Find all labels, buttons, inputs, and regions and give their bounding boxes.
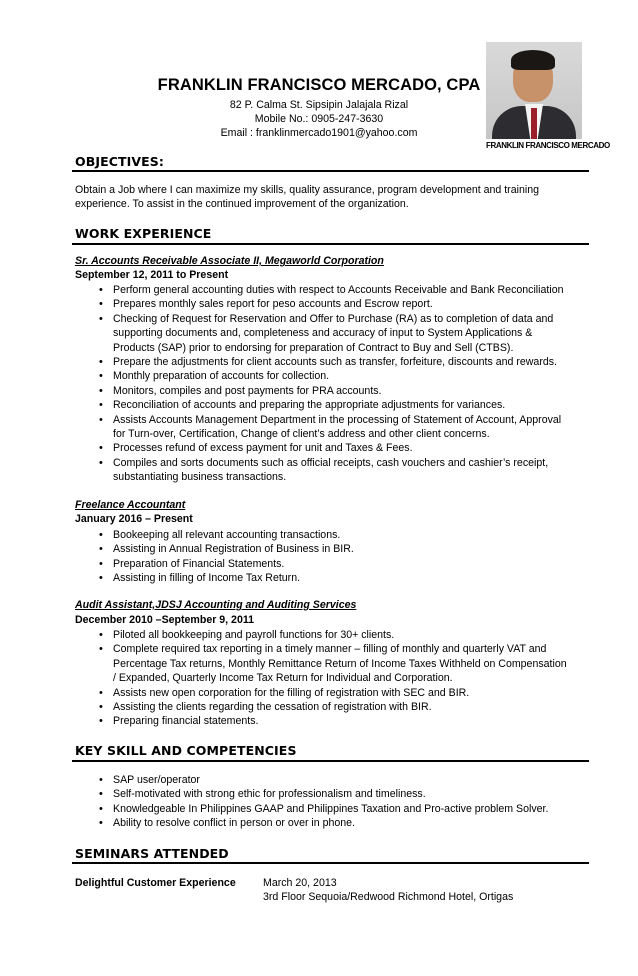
list-item: • Self-motivated with strong ethic for professionalism and timeliness. bbox=[99, 787, 569, 801]
list-item: • Assists Accounts Management Department in the processing of Statement of Account, Approval for Turn-over, Certification, Change of client’s address and other client concerns. bbox=[99, 413, 569, 442]
list-item: • Compiles and sorts documents such as official receipts, cash vouchers and cashier’s receipt, substantiating business transactions. bbox=[99, 456, 569, 485]
list-item: • Piloted all bookkeeping and payroll functions for 30+ clients. bbox=[99, 628, 569, 642]
objectives-heading: OBJECTIVES: bbox=[75, 154, 165, 169]
portrait-image bbox=[486, 42, 582, 139]
list-item: • Prepare the adjustments for client accounts such as transfer, forfeiture, discounts and rewards. bbox=[99, 355, 569, 369]
list-item: • SAP user/operator bbox=[99, 773, 569, 787]
section-divider bbox=[72, 243, 589, 245]
list-item: • Assisting in Annual Registration of Business in BIR. bbox=[99, 542, 569, 556]
work-experience-heading: WORK EXPERIENCE bbox=[75, 226, 212, 241]
profile-photo bbox=[486, 42, 610, 154]
list-item: • Prepares monthly sales report for peso accounts and Escrow report. bbox=[99, 297, 569, 311]
list-item: • Complete required tax reporting in a timely manner – filling of monthly and quarterly VAT and Percentage Tax returns, Monthly Remittance Return of Income Taxes Withheld on Compensation / Expanded, Quarterly Income Tax Return for Individual and Corporation. bbox=[99, 642, 569, 685]
list-item: • Preparation of Financial Statements. bbox=[99, 557, 569, 571]
job-date: September 12, 2011 to Present bbox=[75, 269, 229, 281]
seminar-date: March 20, 2013 bbox=[263, 877, 337, 889]
job-duties-list bbox=[99, 528, 569, 586]
objectives-text: Obtain a Job where I can maximize my skills, quality assurance, program development and training experience. To assist in the continued improvement of the organization. bbox=[75, 184, 539, 211]
list-item: • Bookeeping all relevant accounting transactions. bbox=[99, 528, 569, 542]
list-item: • Processes refund of excess payment for unit and Taxes & Fees. bbox=[99, 441, 569, 455]
list-item: • Preparing financial statements. bbox=[99, 714, 569, 728]
job-title: Freelance Accountant bbox=[75, 499, 186, 511]
list-item: • Monthly preparation of accounts for collection. bbox=[99, 369, 569, 383]
seminar-name: Delightful Customer Experience bbox=[75, 877, 236, 889]
list-item: • Ability to resolve conflict in person or over in phone. bbox=[99, 816, 569, 830]
skills-list bbox=[99, 773, 569, 831]
job-date: January 2016 – Present bbox=[75, 513, 193, 525]
section-divider bbox=[72, 760, 589, 762]
applicant-name: FRANKLIN FRANCISCO MERCADO, CPA bbox=[157, 76, 481, 94]
list-item: • Perform general accounting duties with respect to Accounts Receivable and Bank Reconciliation bbox=[99, 283, 569, 297]
seminar-venue: 3rd Floor Sequoia/Redwood Richmond Hotel, Ortigas bbox=[263, 891, 514, 903]
list-item: • Assists new open corporation for the filling of registration with SEC and BIR. bbox=[99, 686, 569, 700]
list-item: • Monitors, compiles and post payments for PRA accounts. bbox=[99, 384, 569, 398]
list-item: • Knowledgeable In Philippines GAAP and Philippines Taxation and Pro-active problem Solver. bbox=[99, 802, 569, 816]
address: 82 P. Calma St. Sipsipin Jalajala Rizal bbox=[229, 99, 409, 111]
job-title: Audit Assistant,JDSJ Accounting and Auditing Services bbox=[75, 599, 357, 611]
list-item: • Assisting in filling of Income Tax Return. bbox=[99, 571, 569, 585]
section-divider bbox=[72, 170, 589, 172]
list-item: • Reconciliation of accounts and preparing the appropriate adjustments for variances. bbox=[99, 398, 569, 412]
photo-caption: FRANKLIN FRANCISCO MERCADO bbox=[486, 141, 610, 150]
job-duties-list bbox=[99, 628, 569, 729]
job-date: December 2010 –September 9, 2011 bbox=[75, 614, 255, 626]
section-divider bbox=[72, 862, 589, 864]
skills-heading: KEY SKILL AND COMPETENCIES bbox=[75, 743, 297, 758]
seminars-heading: SEMINARS ATTENDED bbox=[75, 846, 229, 861]
job-duties-list bbox=[99, 283, 569, 485]
mobile-number: Mobile No.: 0905-247-3630 bbox=[254, 113, 384, 125]
job-title: Sr. Accounts Receivable Associate II, Megaworld Corporation bbox=[75, 255, 384, 267]
list-item: • Assisting the clients regarding the cessation of registration with BIR. bbox=[99, 700, 569, 714]
email-address: Email : franklinmercado1901@yahoo.com bbox=[220, 127, 418, 139]
list-item: • Checking of Request for Reservation and Offer to Purchase (RA) as to completion of data and supporting documents and, completeness and accuracy of input to System Applications & Products (SAP) prior to endorsing for preparation of Contract to Buy and Sell (CTBS). bbox=[99, 312, 569, 355]
